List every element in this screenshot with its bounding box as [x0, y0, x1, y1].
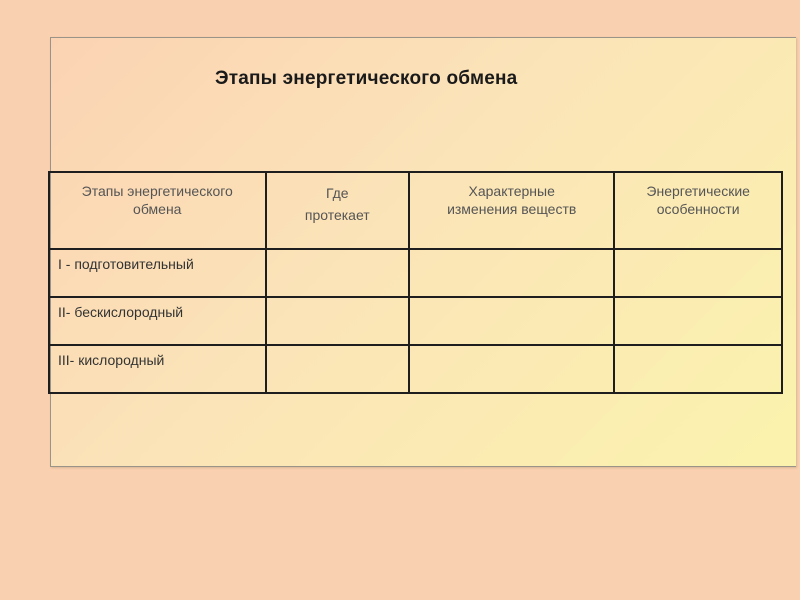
header-where-line2: протекает — [304, 207, 370, 223]
table-row — [49, 297, 782, 345]
header-stages-line1: Этапы энергетического — [81, 183, 233, 199]
header-energy-line2: особенности — [656, 201, 740, 217]
stage-cell: I - подготовительный — [49, 249, 266, 297]
header-where-line1: Где — [325, 185, 349, 201]
stage-cell: II- бескислородный — [49, 297, 266, 345]
where-cell — [266, 297, 410, 345]
header-cell-changes — [409, 172, 614, 249]
changes-cell — [409, 249, 614, 297]
header-changes-line1: Характерные — [468, 183, 555, 199]
header-cell-energy — [614, 172, 782, 249]
title-wrap — [215, 68, 635, 90]
energy-cell — [614, 249, 782, 297]
where-cell — [266, 345, 410, 393]
header-changes-line2: изменения веществ — [447, 201, 577, 217]
table-header-row — [49, 172, 782, 249]
where-cell — [266, 249, 410, 297]
table-row — [49, 249, 782, 297]
stage-cell: III- кислородный — [49, 345, 266, 393]
header-cell-where — [266, 172, 410, 249]
stages-table — [48, 171, 783, 394]
changes-cell — [409, 345, 614, 393]
changes-cell — [409, 297, 614, 345]
header-stages-line2: обмена — [133, 201, 182, 217]
table-row — [49, 345, 782, 393]
header-energy-line1: Энергетические — [646, 183, 750, 199]
header-cell-stages — [49, 172, 266, 249]
energy-cell — [614, 345, 782, 393]
energy-cell — [614, 297, 782, 345]
slide-title: Этапы энергетического обмена — [215, 68, 518, 89]
